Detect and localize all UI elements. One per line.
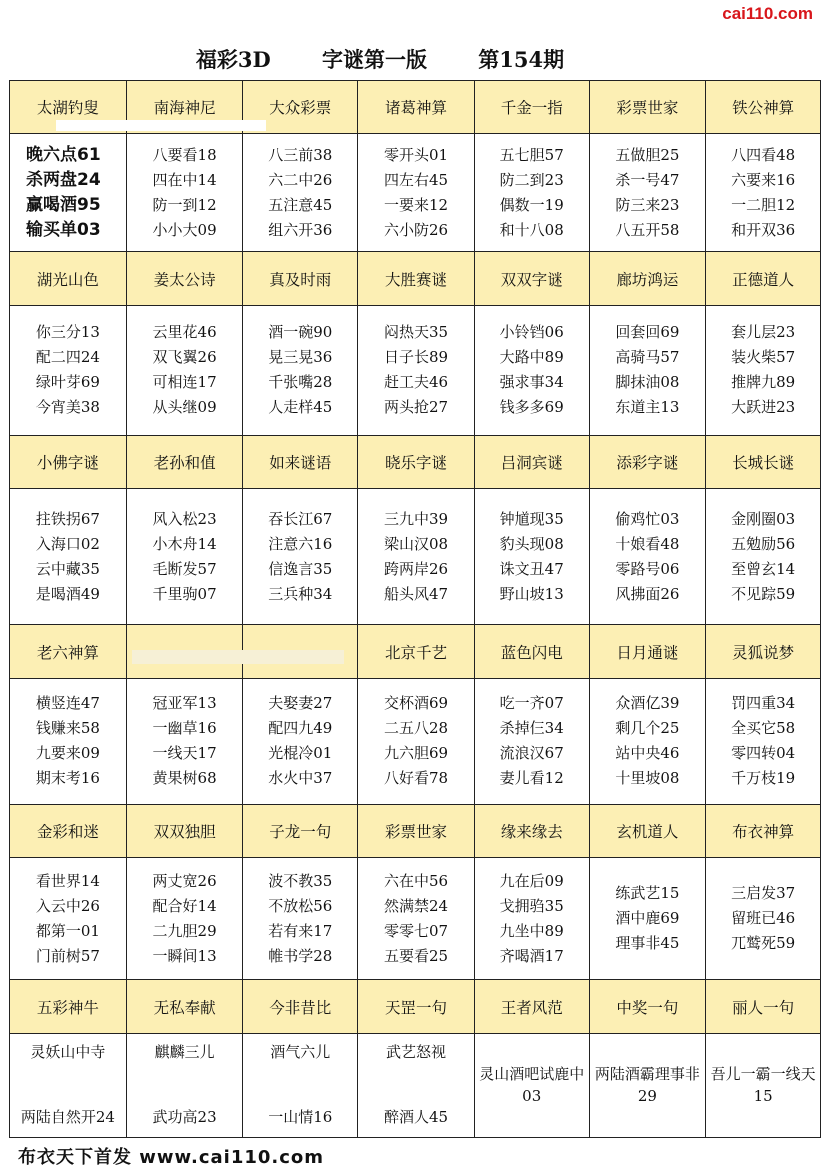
clue-line: 冠亚军13 — [152, 694, 217, 713]
column-header: 五彩神牛 — [10, 980, 127, 1033]
clue-line: 六二中26 — [268, 170, 333, 189]
clue-line: 日子长89 — [383, 348, 449, 367]
clue-pair — [358, 1040, 474, 1130]
clue-pair — [127, 1040, 243, 1130]
clue-line: 两陆酒霸理事非29 — [594, 1065, 700, 1106]
clue-cell — [126, 678, 243, 804]
column-header: 诸葛神算 — [358, 81, 475, 134]
column-header: 千金一指 — [474, 81, 589, 134]
clue-cell — [706, 1033, 821, 1137]
column-header: 小佛字谜 — [10, 435, 127, 488]
clue-line: 帷书学28 — [268, 946, 333, 965]
clue-cell — [474, 134, 589, 252]
clue-line: 毛断发57 — [152, 559, 217, 578]
clue-line: 一瞬间13 — [152, 946, 217, 965]
clue-line: 九在后09 — [499, 871, 564, 890]
clue-line: 豹头现08 — [499, 534, 564, 553]
clue-line: 六要来16 — [731, 170, 796, 189]
column-header: 大众彩票 — [243, 81, 358, 134]
clue-cell — [243, 305, 358, 435]
puzzle-table — [9, 80, 821, 1138]
clue-cell — [706, 134, 821, 252]
clue-line: 吞长江67 — [268, 509, 333, 528]
clue-cell — [474, 305, 589, 435]
clue-cell — [589, 134, 706, 252]
clue-line: 理事非45 — [615, 934, 680, 953]
clue-line: 麒麟三儿 — [154, 1043, 215, 1062]
column-header: 金彩和迷 — [10, 804, 127, 857]
clue-line: 钟馗现35 — [499, 509, 564, 528]
column-header: 太湖钓叟 — [10, 81, 127, 134]
clue-line: 可相连17 — [152, 373, 217, 392]
clue-line: 至曾玄14 — [731, 559, 796, 578]
clue-line: 防二到23 — [499, 170, 564, 189]
clue-line: 剩几个25 — [615, 719, 680, 738]
clue-line: 零开头01 — [383, 145, 449, 164]
column-header: 缘来缘去 — [474, 804, 589, 857]
clue-line: 五注意45 — [268, 195, 333, 214]
clue-line: 练武艺15 — [615, 884, 680, 903]
clue-line: 五勉励56 — [731, 534, 796, 553]
clue-line: 黄果树68 — [152, 769, 217, 788]
clue-cell — [474, 489, 589, 625]
clue-line: 两陆自然开24 — [20, 1108, 115, 1127]
clue-cell — [589, 858, 706, 980]
clue-line: 八好看78 — [383, 769, 449, 788]
clue-line: 是喝酒49 — [35, 584, 100, 603]
clue-cell — [126, 489, 243, 625]
clue-pair — [243, 1040, 357, 1130]
clue-cell — [706, 858, 821, 980]
clue-line: 套儿层23 — [731, 323, 796, 342]
header-row — [10, 252, 821, 305]
column-header: 王者风范 — [474, 980, 589, 1033]
clue-cell — [243, 489, 358, 625]
clue-line: 八四看48 — [731, 145, 796, 164]
clue-line: 配二四24 — [35, 348, 100, 367]
clue-line: 灵山酒吧试鹿中03 — [479, 1065, 585, 1106]
clue-cell — [589, 678, 706, 804]
clue-line: 晚六点61 — [26, 144, 101, 165]
clue-cell — [358, 858, 475, 980]
header-row — [10, 804, 821, 857]
column-header: 添彩字谜 — [589, 435, 706, 488]
column-header: 南海神尼 — [126, 81, 243, 134]
clue-line: 二九胆29 — [152, 921, 217, 940]
clue-line: 强求事34 — [499, 373, 564, 392]
column-header: 如来谜语 — [243, 435, 358, 488]
clue-line: 两丈宽26 — [152, 871, 217, 890]
clue-line: 众酒亿39 — [615, 694, 680, 713]
clue-line: 闷热天35 — [383, 323, 449, 342]
clue-line: 八要看18 — [152, 145, 217, 164]
clue-cell — [358, 305, 475, 435]
clue-line: 留班已46 — [731, 909, 796, 928]
clue-line: 东道主13 — [615, 398, 680, 417]
clue-line: 高骑马57 — [615, 348, 680, 367]
clue-line: 风拂面26 — [615, 584, 680, 603]
header-row — [10, 435, 821, 488]
clue-line: 八五开58 — [615, 220, 680, 239]
smudge — [56, 120, 266, 131]
clue-line: 钱多多69 — [499, 398, 564, 417]
clue-line: 若有来17 — [268, 921, 333, 940]
clue-line: 波不教35 — [268, 871, 333, 890]
clue-line: 门前树57 — [35, 946, 100, 965]
column-header: 今非昔比 — [243, 980, 358, 1033]
clue-line: 四左右45 — [383, 170, 449, 189]
column-header: 玄机道人 — [589, 804, 706, 857]
clue-line: 十娘看48 — [615, 534, 680, 553]
clue-line: 六在中56 — [383, 871, 449, 890]
clue-line: 脚抹油08 — [615, 373, 680, 392]
footer-credit: 布衣天下首发 www.cai110.com — [12, 1143, 330, 1169]
title-lottery: 福彩3D — [195, 47, 271, 72]
column-header: 彩票世家 — [589, 81, 706, 134]
column-header: 大胜赛谜 — [358, 252, 475, 305]
clue-cell — [243, 858, 358, 980]
clue-line: 吾儿一霸一线天15 — [710, 1065, 816, 1106]
clue-line: 吃一齐07 — [499, 694, 564, 713]
clue-line: 武艺怒视 — [385, 1043, 446, 1062]
clue-line: 防三来23 — [615, 195, 680, 214]
clue-cell — [10, 1033, 127, 1137]
clue-line: 酒气六儿 — [270, 1043, 331, 1062]
clue-pair — [10, 1040, 126, 1130]
clue-line: 交杯酒69 — [383, 694, 449, 713]
clue-line: 小木舟14 — [152, 534, 217, 553]
clue-line: 五要看25 — [383, 946, 449, 965]
clue-line: 回套回69 — [615, 323, 680, 342]
column-header: 日月通谜 — [589, 625, 706, 678]
page-title — [0, 44, 760, 74]
clue-line: 八三前38 — [268, 145, 333, 164]
clue-line: 横竖连47 — [35, 694, 100, 713]
clue-line: 五七胆57 — [499, 145, 564, 164]
clue-line: 绿叶芽69 — [35, 373, 100, 392]
clue-cell — [358, 678, 475, 804]
clue-line: 入海口02 — [35, 534, 100, 553]
column-header: 正德道人 — [706, 252, 821, 305]
clue-line: 三兵种34 — [268, 584, 333, 603]
clue-line: 千里驹07 — [152, 584, 217, 603]
clue-line: 装火柴57 — [731, 348, 796, 367]
clue-line: 赢喝酒95 — [26, 194, 101, 215]
clue-line: 野山坡13 — [499, 584, 564, 603]
clue-line: 水火中37 — [268, 769, 333, 788]
clue-line: 双飞翼26 — [152, 348, 217, 367]
clue-cell — [706, 305, 821, 435]
clue-line: 六小防26 — [383, 220, 449, 239]
column-header: 老六神算 — [10, 625, 127, 678]
clue-row — [10, 134, 821, 252]
clue-line: 入云中26 — [35, 896, 100, 915]
header-row — [10, 980, 821, 1033]
clue-line: 期末考16 — [35, 769, 100, 788]
clue-cell — [126, 858, 243, 980]
clue-cell — [10, 678, 127, 804]
clue-line: 都第一01 — [35, 921, 100, 940]
clue-line: 不见踪59 — [731, 584, 796, 603]
column-header: 北京千艺 — [358, 625, 475, 678]
clue-line: 输买单03 — [26, 219, 101, 240]
clue-cell — [10, 489, 127, 625]
column-header: 姜太公诗 — [126, 252, 243, 305]
clue-line: 杀一号47 — [615, 170, 680, 189]
clue-line: 二五八28 — [383, 719, 449, 738]
clue-cell — [706, 489, 821, 625]
clue-line: 一线天17 — [152, 744, 217, 763]
clue-line: 从头继09 — [152, 398, 217, 417]
clue-line: 钱赚来58 — [35, 719, 100, 738]
clue-cell — [358, 489, 475, 625]
clue-line: 醉酒人45 — [383, 1108, 449, 1127]
clue-line: 九坐中89 — [499, 921, 564, 940]
clue-line: 云中藏35 — [35, 559, 100, 578]
clue-line: 人走样45 — [268, 398, 333, 417]
column-header: 双双独胆 — [126, 804, 243, 857]
clue-line: 九要来09 — [35, 744, 100, 763]
column-header: 吕洞宾谜 — [474, 435, 589, 488]
clue-line: 两头抢27 — [383, 398, 449, 417]
clue-line: 梁山汉08 — [383, 534, 449, 553]
clue-line: 组六开36 — [268, 220, 333, 239]
clue-line: 你三分13 — [35, 323, 100, 342]
clue-line: 千张嘴28 — [268, 373, 333, 392]
clue-cell — [474, 1033, 589, 1137]
clue-line: 站中央46 — [615, 744, 680, 763]
clue-line: 齐喝酒17 — [499, 946, 564, 965]
clue-line: 三九中39 — [383, 509, 449, 528]
column-header: 晓乐字谜 — [358, 435, 475, 488]
clue-line: 大路中89 — [499, 348, 564, 367]
clue-line: 杀掉仨34 — [499, 719, 564, 738]
clue-cell — [589, 489, 706, 625]
clue-cell — [243, 134, 358, 252]
clue-line: 注意六16 — [268, 534, 333, 553]
clue-cell — [358, 134, 475, 252]
clue-line: 一幽草16 — [152, 719, 217, 738]
clue-line: 酒中鹿69 — [615, 909, 680, 928]
clue-cell — [589, 1033, 706, 1137]
column-header: 灵狐说梦 — [706, 625, 821, 678]
clue-cell — [126, 134, 243, 252]
clue-row — [10, 678, 821, 804]
clue-line: 晃三晃36 — [268, 348, 333, 367]
column-header: 彩票世家 — [358, 804, 475, 857]
clue-line: 罚四重34 — [731, 694, 796, 713]
clue-line: 赶工夫46 — [383, 373, 449, 392]
smudge — [132, 650, 344, 664]
clue-cell — [126, 305, 243, 435]
clue-row — [10, 489, 821, 625]
clue-row — [10, 858, 821, 980]
clue-line: 信逸言35 — [268, 559, 333, 578]
column-header: 廊坊鸿运 — [589, 252, 706, 305]
clue-line: 一二胆12 — [731, 195, 796, 214]
clue-line: 和开双36 — [731, 220, 796, 239]
clue-line: 千万枝19 — [731, 769, 796, 788]
clue-line: 酒一碗90 — [268, 323, 333, 342]
clue-line: 一山情16 — [268, 1108, 333, 1127]
column-header: 真及时雨 — [243, 252, 358, 305]
title-name: 字谜第一版 — [321, 47, 427, 72]
clue-line: 一要来12 — [383, 195, 449, 214]
clue-line: 五做胆25 — [615, 145, 680, 164]
clue-line: 杀两盘24 — [26, 169, 101, 190]
clue-line: 小铃铛06 — [499, 323, 564, 342]
clue-line: 跨两岸26 — [383, 559, 449, 578]
column-header: 中奖一句 — [589, 980, 706, 1033]
clue-line: 偶数一19 — [499, 195, 564, 214]
clue-line: 推牌九89 — [731, 373, 796, 392]
clue-line: 妻儿看12 — [499, 769, 564, 788]
clue-line: 今宵美38 — [35, 398, 100, 417]
clue-line: 夫娶妻27 — [268, 694, 333, 713]
clue-line: 全买它58 — [731, 719, 796, 738]
clue-line: 风入松23 — [152, 509, 217, 528]
clue-cell — [10, 305, 127, 435]
clue-line: 拄铁拐67 — [35, 509, 100, 528]
clue-line: 看世界14 — [35, 871, 100, 890]
clue-line: 然满禁24 — [383, 896, 449, 915]
clue-cell — [243, 678, 358, 804]
clue-line: 和十八08 — [499, 220, 564, 239]
clue-line: 九六胆69 — [383, 744, 449, 763]
clue-line: 光棍冷01 — [268, 744, 333, 763]
column-header: 蓝色闪电 — [474, 625, 589, 678]
clue-line: 灵妖山中寺 — [30, 1043, 106, 1062]
clue-line: 零路号06 — [615, 559, 680, 578]
clue-line: 云里花46 — [152, 323, 217, 342]
clue-cell — [243, 1033, 358, 1137]
title-issue: 第154期 — [478, 47, 565, 72]
column-header: 长城长谜 — [706, 435, 821, 488]
column-header: 子龙一句 — [243, 804, 358, 857]
column-header: 老孙和值 — [126, 435, 243, 488]
site-logo: cai110.com — [722, 4, 813, 23]
clue-line: 大跃进23 — [731, 398, 796, 417]
clue-line: 诛文丑47 — [499, 559, 564, 578]
column-header: 双双字谜 — [474, 252, 589, 305]
column-header: 天罡一句 — [358, 980, 475, 1033]
clue-line: 偷鸡忙03 — [615, 509, 680, 528]
clue-cell — [358, 1033, 475, 1137]
clue-cell — [10, 858, 127, 980]
column-header: 铁公神算 — [706, 81, 821, 134]
clue-line: 防一到12 — [152, 195, 217, 214]
clue-line: 船头风47 — [383, 584, 449, 603]
clue-line: 兀鹫死59 — [731, 934, 796, 953]
clue-line: 武功高23 — [152, 1108, 217, 1127]
clue-line: 配合好14 — [152, 896, 217, 915]
clue-line: 四在中14 — [152, 170, 217, 189]
column-header: 布衣神算 — [706, 804, 821, 857]
clue-line: 金刚圈03 — [731, 509, 796, 528]
clue-cell — [10, 134, 127, 252]
clue-line: 三启发37 — [731, 884, 796, 903]
clue-line: 不放松56 — [268, 896, 333, 915]
clue-line: 十里坡08 — [615, 769, 680, 788]
clue-row — [10, 305, 821, 435]
clue-cell — [706, 678, 821, 804]
clue-line: 流浪汉67 — [499, 744, 564, 763]
clue-cell — [589, 305, 706, 435]
clue-line: 戈拥驺35 — [499, 896, 564, 915]
column-header: 丽人一句 — [706, 980, 821, 1033]
clue-line: 零零七07 — [383, 921, 449, 940]
column-header: 湖光山色 — [10, 252, 127, 305]
clue-line: 小小大09 — [152, 220, 217, 239]
clue-line: 零四转04 — [731, 744, 796, 763]
clue-cell — [474, 678, 589, 804]
clue-cell — [126, 1033, 243, 1137]
column-header: 无私奉献 — [126, 980, 243, 1033]
clue-line: 配四九49 — [268, 719, 333, 738]
clue-cell — [474, 858, 589, 980]
clue-row — [10, 1033, 821, 1137]
